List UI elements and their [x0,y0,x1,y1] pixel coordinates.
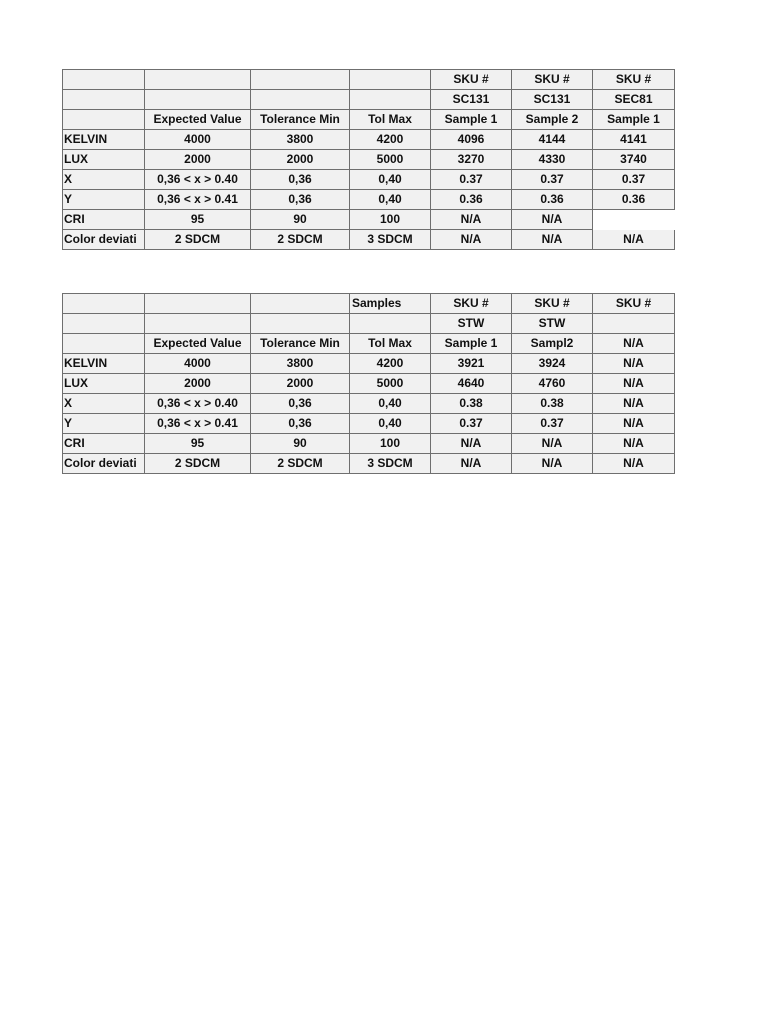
table-row [63,354,675,374]
table-cell[interactable]: 0,36 [251,190,350,210]
column-header[interactable]: Expected Value [145,334,251,354]
row-label[interactable]: CRI [63,210,145,230]
table-cell[interactable]: 0,36 < x > 0.40 [145,170,251,190]
table-cell[interactable]: 3740 [593,150,675,170]
table-cell[interactable]: 2 SDCM [251,230,350,250]
table-row [63,170,675,190]
column-header[interactable]: N/A [593,334,675,354]
table-cell[interactable]: 2 SDCM [251,454,350,474]
table-row [63,190,675,210]
table-cell[interactable]: 3924 [512,354,593,374]
table-cell[interactable]: 0.38 [431,394,512,414]
table-cell[interactable] [593,314,675,334]
table-cell[interactable]: N/A [512,210,593,230]
table-cell[interactable]: 4141 [593,130,675,150]
measurement-table-1 [62,69,675,250]
table-cell[interactable]: 0.37 [431,414,512,434]
table-cell[interactable] [251,70,350,90]
column-header[interactable]: Sample 1 [593,110,675,130]
table-cell[interactable]: 0,36 < x > 0.40 [145,394,251,414]
table-cell[interactable]: SEC81 [593,90,675,110]
table-cell[interactable]: 2000 [251,150,350,170]
row-label[interactable]: Y [63,190,145,210]
row-label[interactable]: LUX [63,374,145,394]
table-cell[interactable]: 3 SDCM [350,230,431,250]
table-cell[interactable]: 4640 [431,374,512,394]
table-cell[interactable]: N/A [593,434,675,454]
table-cell[interactable]: 3270 [431,150,512,170]
column-header[interactable]: Sample 1 [431,334,512,354]
table-cell[interactable]: 5000 [350,150,431,170]
table-row [63,294,675,314]
table-cell[interactable]: 4200 [350,130,431,150]
table-cell[interactable]: STW [431,314,512,334]
table-cell[interactable]: N/A [593,354,675,374]
table-cell[interactable] [63,314,145,334]
table-cell[interactable]: N/A [512,454,593,474]
table-cell[interactable]: N/A [593,374,675,394]
table-cell[interactable]: 0,36 [251,414,350,434]
table-cell[interactable]: 5000 [350,374,431,394]
table-cell[interactable]: 0.37 [512,414,593,434]
table-row [63,70,675,90]
table-cell[interactable]: SKU # [512,294,593,314]
table-cell[interactable]: N/A [593,230,675,250]
column-header[interactable]: Tolerance Min [251,110,350,130]
table-row [63,334,675,354]
row-label[interactable]: LUX [63,150,145,170]
table-cell[interactable]: STW [512,314,593,334]
table-cell[interactable]: N/A [593,394,675,414]
table-row [63,110,675,130]
table-cell[interactable]: 0,40 [350,190,431,210]
table-cell[interactable] [251,294,350,314]
table-cell[interactable] [63,70,145,90]
table-cell[interactable]: 100 [350,434,431,454]
row-label[interactable]: KELVIN [63,130,145,150]
table-cell[interactable]: 2000 [251,374,350,394]
column-header[interactable]: Sampl2 [512,334,593,354]
table-cell[interactable]: N/A [512,230,593,250]
table-cell[interactable]: 4000 [145,354,251,374]
table-row [63,314,675,334]
table-cell[interactable]: N/A [431,230,512,250]
table-cell[interactable] [251,90,350,110]
table-cell[interactable]: 0,36 [251,394,350,414]
table-cell[interactable]: 0.37 [431,170,512,190]
column-header[interactable]: Sample 2 [512,110,593,130]
table-cell[interactable]: N/A [593,414,675,434]
table-cell[interactable]: SKU # [512,70,593,90]
table-cell[interactable] [145,90,251,110]
table-cell[interactable]: 4760 [512,374,593,394]
table-row [63,374,675,394]
table-cell[interactable] [350,90,431,110]
table-row [63,230,675,250]
column-header[interactable]: Expected Value [145,110,251,130]
row-label[interactable]: Color deviati [63,230,145,250]
table-cell[interactable]: 0.36 [593,190,675,210]
table-cell[interactable]: 0.37 [593,170,675,190]
table-cell[interactable]: 3800 [251,354,350,374]
table-cell[interactable]: 0,36 [251,170,350,190]
row-label[interactable]: X [63,394,145,414]
table-cell[interactable] [63,334,145,354]
row-label[interactable]: CRI [63,434,145,454]
row-label[interactable]: Y [63,414,145,434]
table-cell[interactable]: 4144 [512,130,593,150]
table-cell[interactable]: 0,36 < x > 0.41 [145,190,251,210]
column-header[interactable]: Tol Max [350,110,431,130]
table-cell[interactable]: 0.38 [512,394,593,414]
table-cell[interactable]: 2 SDCM [145,454,251,474]
table-cell[interactable] [145,294,251,314]
table-cell[interactable]: 90 [251,434,350,454]
table-cell[interactable] [145,314,251,334]
table-cell[interactable]: N/A [431,434,512,454]
table-cell[interactable] [63,294,145,314]
table-cell[interactable]: 4000 [145,130,251,150]
table-cell[interactable]: 0.37 [512,170,593,190]
column-header[interactable]: Tol Max [350,334,431,354]
table-row [63,130,675,150]
table-cell[interactable]: SKU # [593,70,675,90]
table-cell[interactable]: SKU # [431,294,512,314]
table-cell[interactable]: 4200 [350,354,431,374]
table-cell[interactable]: 2000 [145,374,251,394]
table-cell[interactable]: 100 [350,210,431,230]
table-row [63,454,675,474]
table-row [63,150,675,170]
measurement-table-2 [62,293,675,474]
table-cell[interactable]: N/A [431,454,512,474]
table-cell[interactable]: SKU # [431,70,512,90]
table-cell[interactable]: 0,40 [350,414,431,434]
table-cell[interactable]: 4330 [512,150,593,170]
table-row [63,434,675,454]
table-cell[interactable]: 95 [145,434,251,454]
table-cell[interactable]: SC131 [431,90,512,110]
table-cell[interactable]: Samples [350,294,431,314]
row-label[interactable]: X [63,170,145,190]
table-row [63,90,675,110]
row-label[interactable]: KELVIN [63,354,145,374]
table-cell[interactable]: 90 [251,210,350,230]
table-cell[interactable]: 3921 [431,354,512,374]
table-cell[interactable] [63,110,145,130]
table-row [63,210,675,230]
table-cell[interactable]: 0,40 [350,394,431,414]
table-cell[interactable]: 2000 [145,150,251,170]
table-cell[interactable]: 0,36 < x > 0.41 [145,414,251,434]
table-cell[interactable] [63,90,145,110]
table-cell[interactable]: 0.36 [512,190,593,210]
table-cell[interactable] [350,314,431,334]
table-row [63,394,675,414]
table-cell[interactable]: SKU # [593,294,675,314]
table-cell[interactable]: 95 [145,210,251,230]
empty-cell[interactable] [593,210,675,230]
row-label[interactable]: Color deviati [63,454,145,474]
table-cell[interactable]: 4096 [431,130,512,150]
table-cell[interactable]: N/A [512,434,593,454]
table-cell[interactable]: N/A [431,210,512,230]
column-header[interactable]: Tolerance Min [251,334,350,354]
table-cell[interactable]: SC131 [512,90,593,110]
table-cell[interactable]: N/A [593,454,675,474]
table-cell[interactable]: 3 SDCM [350,454,431,474]
table-cell[interactable]: 0.36 [431,190,512,210]
table-row [63,414,675,434]
table-cell[interactable]: 2 SDCM [145,230,251,250]
table-cell[interactable] [251,314,350,334]
table-cell[interactable]: 0,40 [350,170,431,190]
table-cell[interactable]: 3800 [251,130,350,150]
column-header[interactable]: Sample 1 [431,110,512,130]
table-cell[interactable] [350,70,431,90]
table-cell[interactable] [145,70,251,90]
